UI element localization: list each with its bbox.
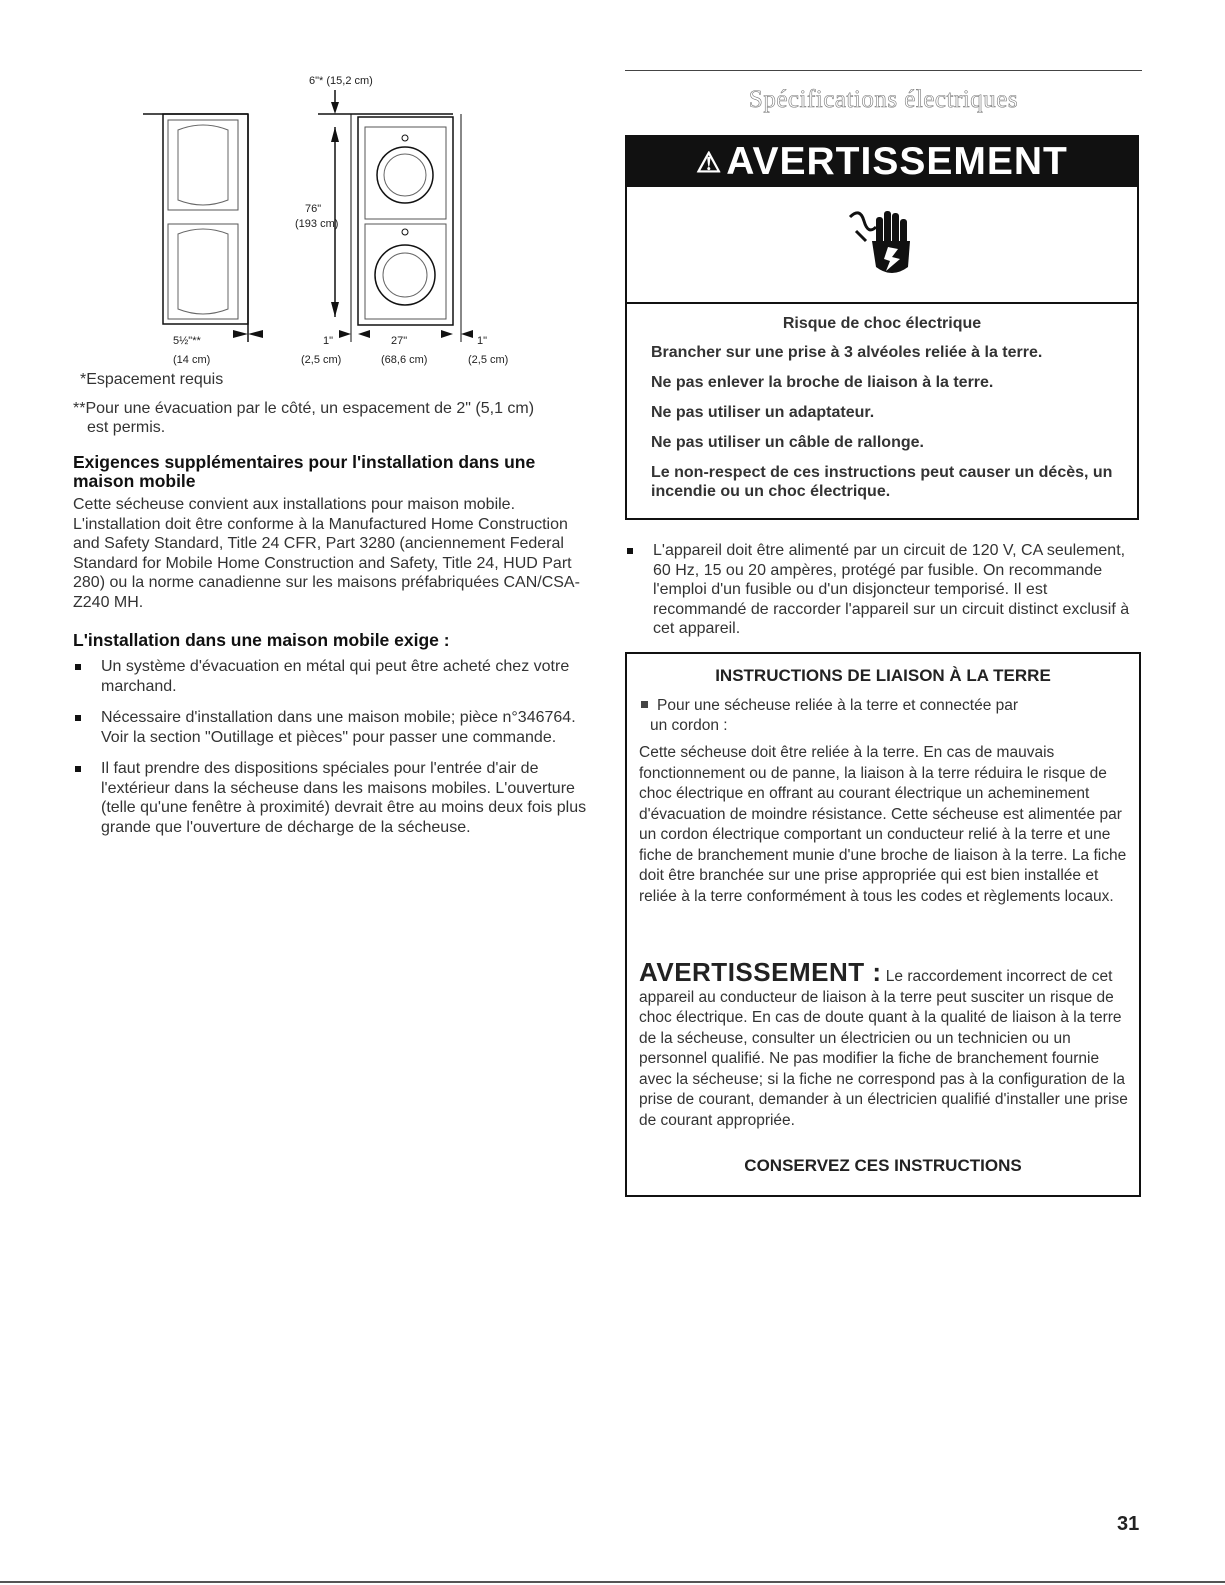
bullet-square-icon [641,701,648,708]
warning-divider [627,302,1137,304]
list-item-text: Nécessaire d'installation dans une maison mobile; pièce n°346764. Voir la section "Outillage et pièces" pour passer une commande. [101,709,576,746]
stacked-dryer-clearance-diagram [73,72,543,372]
warning-banner [627,137,1137,187]
page-number: 31 [1117,1513,1140,1535]
list-item-text: Un système d'évacuation en métal qui peut être acheté chez votre marchand. [101,658,570,695]
grounding-warning-word: AVERTISSEMENT : [639,957,882,987]
height-dim-cm-label: (193 cm) [295,218,339,230]
bullet-square-icon [75,664,81,670]
side-vent-note-line2: est permis. [87,419,166,436]
warning-line: Ne pas enlever la broche de liaison à la terre. [651,374,994,391]
grounding-title: INSTRUCTIONS DE LIAISON À LA TERRE [715,666,1051,685]
warning-line: Ne pas utiliser un câble de rallonge. [651,434,924,451]
bullet-square-icon [75,715,81,721]
page-bottom-rule [0,1581,1225,1583]
warning-lines [651,343,1121,512]
list-item [625,541,1140,639]
mobile-requirements-list [73,657,593,849]
grounding-warning [639,957,1129,1131]
clearance-note: *Espacement requis [80,371,224,388]
list-item [73,708,593,747]
bullet-square-icon [627,548,633,554]
list-item [73,759,593,837]
grounding-instructions-box [625,652,1141,1197]
warning-line: Le non-respect de ces instructions peut causer un décès, un incendie ou un choc électrique. [651,464,1113,500]
gap2-cm-label: (2,5 cm) [468,354,509,366]
mobile-home-heading: Exigences supplémentaires pour l'installation dans une maison mobile [73,452,536,491]
height-dim-label: 76" [305,203,322,215]
warning-banner-text: AVERTISSEMENT [726,140,1068,183]
side-dim-label: 5½"** [173,335,201,347]
top-dim-label: 6"* (15,2 cm) [309,75,373,87]
list-item-text: Il faut prendre des dispositions spéciales pour l'entrée d'air de l'extérieur dans la sécheuse dans les maisons mobiles. L'ouverture (telle qu'une fenêtre à proximité) devrait être au moins deux fois plus grande que l'ouverture de décharge de la sécheuse. [101,760,587,836]
grounding-paragraph: Cette sécheuse doit être reliée à la terre. En cas de mauvais fonctionnement ou de panne, la liaison à la terre réduira le risque de choc électrique en offrant au courant électrique un acheminement d'évacuation de moindre résistance. Cette sécheuse est alimentée par un cordon électrique comportant un conducteur relié à la terre et une fiche de branchement munie d'une broche de liaison à la terre. La fiche doit être branchée sur une prise appropriée qui est bien installée et reliée à la terre conformément à tous les codes et règlements locaux. [639,744,1127,905]
save-instructions-footer: CONSERVEZ CES INSTRUCTIONS [744,1156,1022,1175]
gap2-label: 1" [477,335,488,347]
list-item-text: L'appareil doit être alimenté par un circuit de 120 V, CA seulement, 60 Hz, 15 ou 20 ampères, protégé par fusible. On recommande l'emploi d'un fusible ou d'un disjoncteur temporisé. Il est recommandé de raccorder l'appareil sur un circuit distinct exclusif à cet appareil. [653,542,1130,637]
side-vent-note [73,399,593,437]
side-dim-cm-label: (14 cm) [173,354,211,366]
electric-shock-icon [842,197,922,287]
warning-line: Ne pas utiliser un adaptateur. [651,404,875,421]
grounding-warning-text: Le raccordement incorrect de cet appareil au conducteur de liaison à la terre peut susciter un risque de choc électrique. En cas de doute quant à la qualité de liaison à la terre de la sécheuse, consulter un électricien ou un technicien ou un personnel qualifié. Ne pas modifier la fiche de branchement fournie avec la sécheuse; si la fiche ne correspond pas à la configuration de la prise de courant, demander à un électricien qualifié d'installer une prise de courant appropriée. [639,968,1128,1129]
section-top-rule [625,70,1142,71]
bullet-square-icon [75,766,81,772]
width-cm-label: (68,6 cm) [381,354,428,366]
gap1-label: 1" [323,335,334,347]
mobile-home-text: Cette sécheuse convient aux installations pour maison mobile. L'installation doit être conforme à la Manufactured Home Construction and Safety Standard, Title 24 CFR, Part 3280 (anciennement Federal Standard for Mobile Home Construction and Safety, Title 24, HUD Part 280) ou la norme canadienne sur les maisons préfabriquées CAN/CSA-Z240 MH. [73,496,580,611]
section-title: Spécifications électriques [748,86,1019,113]
electrical-warning-box [625,135,1139,520]
shock-risk-heading: Risque de choc électrique [782,315,982,332]
grounding-bullet-line1: Pour une sécheuse reliée à la terre et connectée par [657,697,1019,714]
power-requirements-list [625,541,1140,639]
side-vent-note-line1: **Pour une évacuation par le côté, un espacement de 2" (5,1 cm) [73,400,535,417]
grounding-bullet [641,696,1081,735]
gap1-cm-label: (2,5 cm) [301,354,342,366]
clearance-diagram-svg [73,72,543,372]
grounding-bullet-line2: un cordon : [650,716,728,734]
list-item [73,657,593,696]
mobile-requirements-heading: L'installation dans une maison mobile exige : [73,630,450,650]
warning-line: Brancher sur une prise à 3 alvéoles reliée à la terre. [651,344,1043,361]
width-label: 27" [391,335,408,347]
warning-triangle-icon: ⚠ [696,146,723,178]
